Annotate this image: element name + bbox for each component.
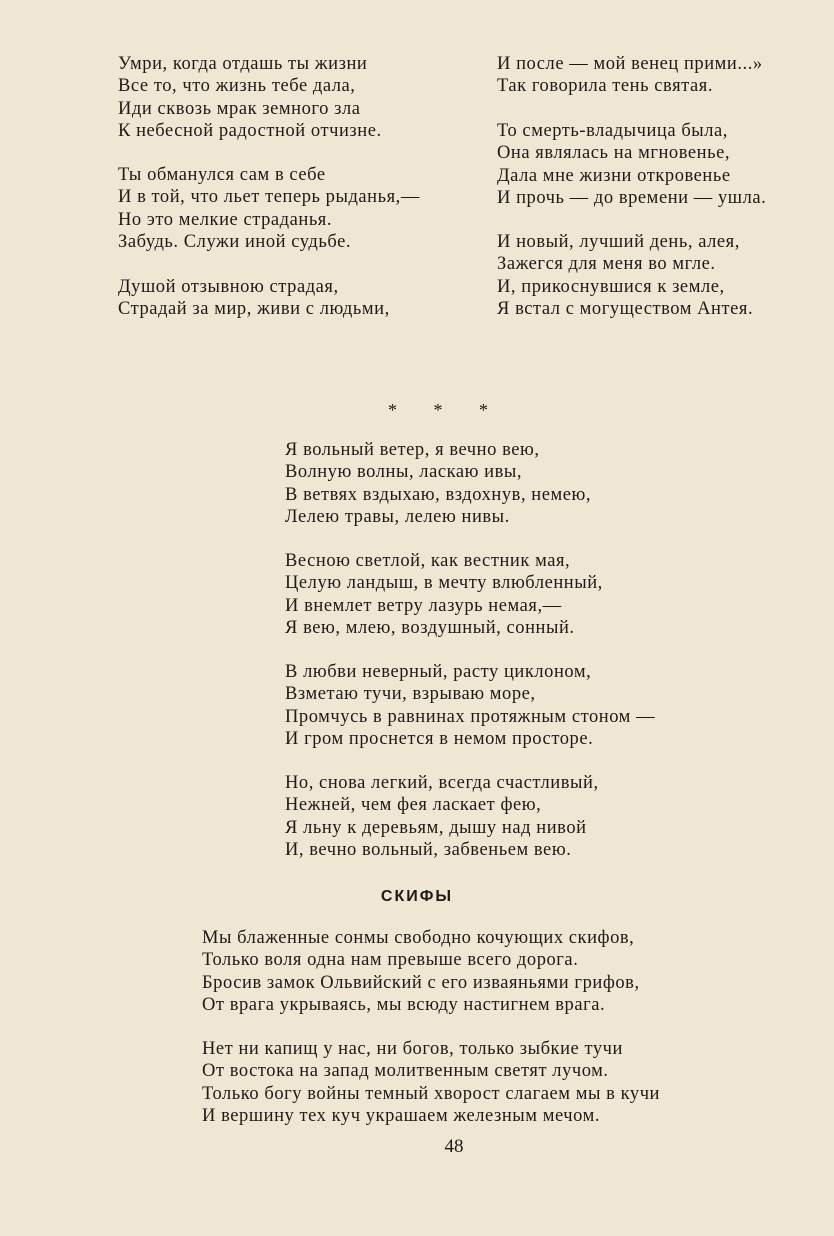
verse-line: Я льну к деревьям, дышу над нивой xyxy=(285,817,587,838)
verse-line: К небесной радостной отчизне. xyxy=(118,121,382,142)
verse-line: От востока на запад молитвенным светят лучом. xyxy=(202,1061,609,1082)
verse-line: И в той, что льет теперь рыданья,— xyxy=(118,187,420,208)
verse-line: Ты обманулся сам в себе xyxy=(118,165,326,185)
verse-line: Зажегся для меня во мгле. xyxy=(497,254,716,275)
verse-line: И, вечно вольный, забвеньем вею. xyxy=(285,840,572,861)
poem-title: СКИФЫ xyxy=(380,888,454,905)
poem2-stanza-1 xyxy=(285,439,591,529)
verse-line: Только богу войны темный хворост слагаем мы в кучи xyxy=(202,1083,660,1104)
verse-line: Иди сквозь мрак земного зла xyxy=(118,98,361,119)
verse-line: Но, снова легкий, всегда счастливый, xyxy=(285,773,599,793)
verse-line: Душой отзывною страдая, xyxy=(118,277,339,297)
poem1-right-stanza-2 xyxy=(497,120,766,210)
verse-line: И внемлет ветру лазурь немая,— xyxy=(285,595,562,616)
poem1-right-stanza-3 xyxy=(497,231,753,321)
verse-line: Все то, что жизнь тебе дала, xyxy=(118,76,356,97)
verse-line: Страдай за мир, живи с людьми, xyxy=(118,299,390,320)
verse-line: И новый, лучший день, алея, xyxy=(497,232,740,252)
verse-line: Нежней, чем фея ласкает фею, xyxy=(285,795,542,816)
verse-line: Бросив замок Ольвийский с его изваяньями грифов, xyxy=(202,972,640,993)
verse-line: То смерть-владычица была, xyxy=(497,121,728,141)
verse-line: Но это мелкие страданья. xyxy=(118,209,333,230)
verse-line: Лелею травы, лелею нивы. xyxy=(285,507,510,528)
verse-line: Дала мне жизни откровенье xyxy=(497,165,731,186)
verse-line: Я вольный ветер, я вечно вею, xyxy=(285,440,540,460)
verse-line: Взметаю тучи, взрываю море, xyxy=(285,684,536,705)
verse-line: В любви неверный, расту циклоном, xyxy=(285,662,592,682)
verse-line: И гром проснется в немом просторе. xyxy=(285,729,594,750)
poem1-left-stanza-3 xyxy=(118,276,390,321)
verse-line: От врага укрываясь, мы всюду настигнем врага. xyxy=(202,995,606,1016)
verse-line: И после — мой венец прими...» xyxy=(497,54,763,74)
poem1-right-stanza-1 xyxy=(497,53,763,98)
verse-line: И вершину тех куч украшаем железным мечом. xyxy=(202,1106,601,1127)
verse-line: Я встал с могуществом Антея. xyxy=(497,299,754,320)
poem1-left-stanza-1 xyxy=(118,53,382,143)
page-number: 48 xyxy=(444,1136,464,1157)
poem2-stanza-4 xyxy=(285,772,599,862)
verse-line: Я вею, млею, воздушный, сонный. xyxy=(285,618,575,639)
verse-line: В ветвях вздыхаю, вздохнув, немею, xyxy=(285,484,592,505)
poem2-stanza-2 xyxy=(285,550,603,640)
verse-line: Весною светлой, как вестник мая, xyxy=(285,551,571,571)
verse-line: Мы блаженные сонмы свободно кочующих скифов, xyxy=(202,928,635,948)
verse-line: Забудь. Служи иной судьбе. xyxy=(118,232,352,253)
verse-line: Нет ни капищ у нас, ни богов, только зыбкие тучи xyxy=(202,1039,623,1059)
verse-line: Волную волны, ласкаю ивы, xyxy=(285,462,523,483)
poem2-stanza-3 xyxy=(285,661,655,751)
verse-line: Она являлась на мгновенье, xyxy=(497,143,731,164)
verse-line: Промчусь в равнинах протяжным стоном — xyxy=(285,706,656,727)
verse-line: И прочь — до времени — ушла. xyxy=(497,188,767,209)
verse-line: Так говорила тень святая. xyxy=(497,76,713,97)
poem3-stanza-2 xyxy=(202,1038,660,1128)
verse-line: Целую ландыш, в мечту влюбленный, xyxy=(285,573,603,594)
verse-line: Только воля одна нам превыше всего дорога. xyxy=(202,950,579,971)
verse-line: И, прикоснувшися к земле, xyxy=(497,276,725,297)
verse-line: Умри, когда отдашь ты жизни xyxy=(118,54,368,74)
poem3-stanza-1 xyxy=(202,927,640,1017)
section-separator: * * * xyxy=(388,400,504,420)
poem1-left-stanza-2 xyxy=(118,164,420,254)
